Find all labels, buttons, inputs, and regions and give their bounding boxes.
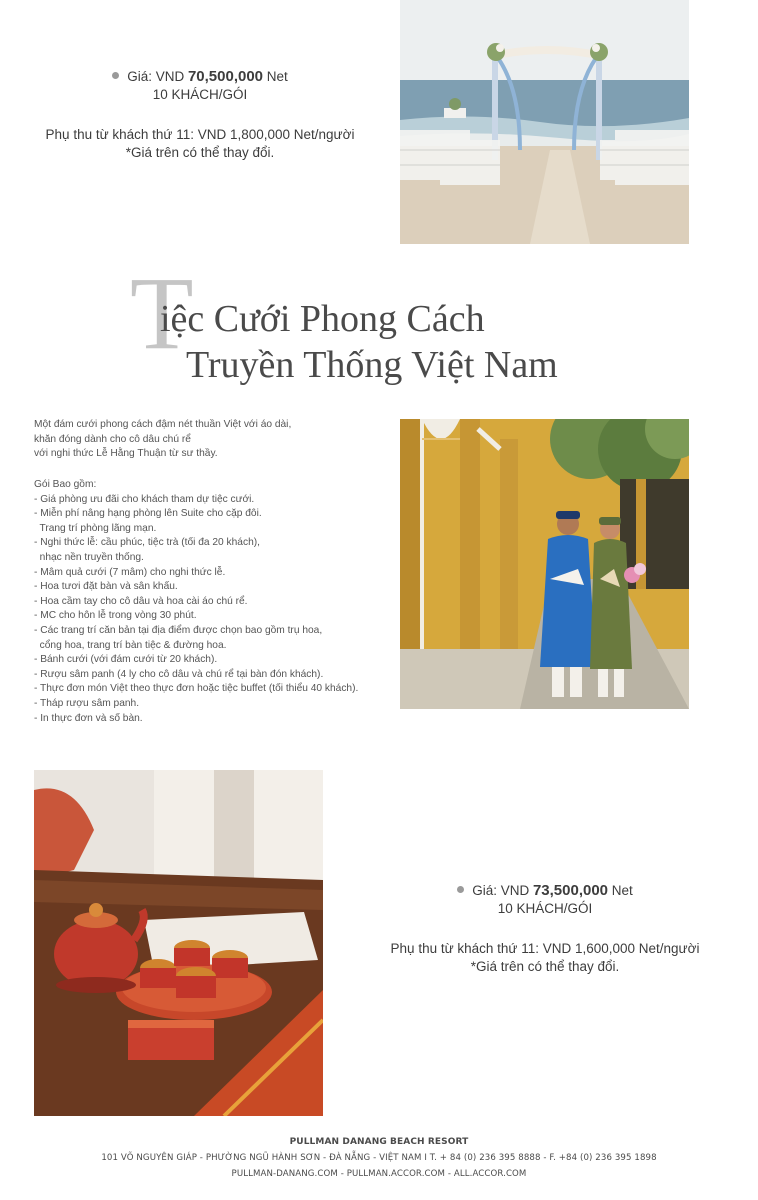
package-1-price-line [30,68,370,86]
description-line: khăn đóng dành cho cô dâu chú rể [34,433,191,445]
list-item: - Giá phòng ưu đãi cho khách tham dự tiệc cưới. [34,493,255,505]
beach-ceremony-photo [400,0,689,244]
package-2-price-suffix: Net [608,883,633,898]
package-2-note: *Giá trên có thể thay đổi. [470,959,620,974]
beach-ceremony-illustration [400,0,689,244]
tea-ceremony-illustration [34,770,323,1116]
list-item: - Nghi thức lễ: cầu phúc, tiệc trà (tối đa 20 khách), [34,537,260,549]
description-line: Một đám cưới phong cách đậm nét thuần Việt với áo dài, [34,419,292,430]
footer [0,1134,758,1182]
description-line: với nghi thức Lễ Hằng Thuận từ sư thầy. [34,448,218,460]
list-item: - Các trang trí căn bản tại địa điểm được chọn bao gồm trụ hoa, [34,624,323,636]
package-1-price-amount: 70,500,000 [187,68,264,85]
resort-websites: PULLMAN-DANANG.COM - PULLMAN.ACCOR.COM - ALL.ACCOR.COM [231,1169,527,1179]
package-1-price-prefix: Giá: VND [127,69,188,84]
list-item: - Hoa cầm tay cho cô dâu và hoa cài áo chú rể. [34,595,248,607]
page-title-line-2: Truyền Thống Việt Nam [186,344,558,386]
package-2-price-amount: 73,500,000 [532,882,609,899]
title-initial-letter: T [130,256,194,371]
package-2-surcharge: Phụ thu từ khách thứ 11: VND 1,600,000 Net/người [390,941,700,956]
page-title-line-1: iệc Cưới Phong Cách [160,298,485,340]
bullet-icon [457,886,464,893]
package-2-price-prefix: Giá: VND [472,883,533,898]
list-item: - Mâm quả cưới (7 mâm) cho nghi thức lễ. [34,566,226,578]
list-item: cổng hoa, trang trí bàn tiệc & đường hoa. [34,639,227,651]
package-2-guests: 10 KHÁCH/GÓI [497,901,593,916]
package-inclusions [34,478,394,726]
list-item: - MC cho hôn lễ trong vòng 30 phút. [34,610,197,622]
inclusions-heading: Gói Bao gồm: [34,479,97,490]
list-item: nhạc nền truyền thống. [34,551,144,563]
inclusions-list [34,493,394,727]
description [34,418,394,462]
package-1-guests: 10 KHÁCH/GÓI [152,87,248,102]
resort-name: PULLMAN DANANG BEACH RESORT [289,1137,469,1147]
couple-illustration [400,419,689,709]
resort-address: 101 VÕ NGUYÊN GIÁP - PHƯỜNG NGŨ HÀNH SƠN - ĐÀ NẴNG - VIỆT NAM I T. + 84 (0) 236 395 8888 - F. +84 (0) 236 395 1898 [101,1153,657,1163]
package-1-price-block [30,68,370,162]
package-1-price-suffix: Net [263,69,288,84]
list-item: - Bánh cưới (với đám cưới từ 20 khách). [34,654,218,666]
package-1-note: *Giá trên có thể thay đổi. [125,145,275,160]
list-item: - Tháp rượu sâm panh. [34,697,140,709]
list-item: - Thực đơn món Việt theo thực đơn hoặc tiệc buffet (tối thiểu 40 khách). [34,683,359,695]
list-item: - Hoa tươi đặt bàn và sân khấu. [34,581,178,593]
list-item: - Rượu sâm panh (4 ly cho cô dâu và chú rể tại bàn đón khách). [34,668,324,680]
package-2-price-line [370,882,720,900]
list-item: - Miễn phí nâng hạng phòng lên Suite cho cặp đôi. [34,508,262,520]
package-2-price-block [370,882,720,976]
package-1-surcharge: Phụ thu từ khách thứ 11: VND 1,800,000 Net/người [45,127,355,142]
bullet-icon [112,72,119,79]
list-item: - In thực đơn và số bàn. [34,712,143,724]
page-title [160,296,558,388]
list-item: Trang trí phòng lãng mạn. [34,522,157,534]
tea-ceremony-photo [34,770,323,1116]
couple-traditional-photo [400,419,689,709]
